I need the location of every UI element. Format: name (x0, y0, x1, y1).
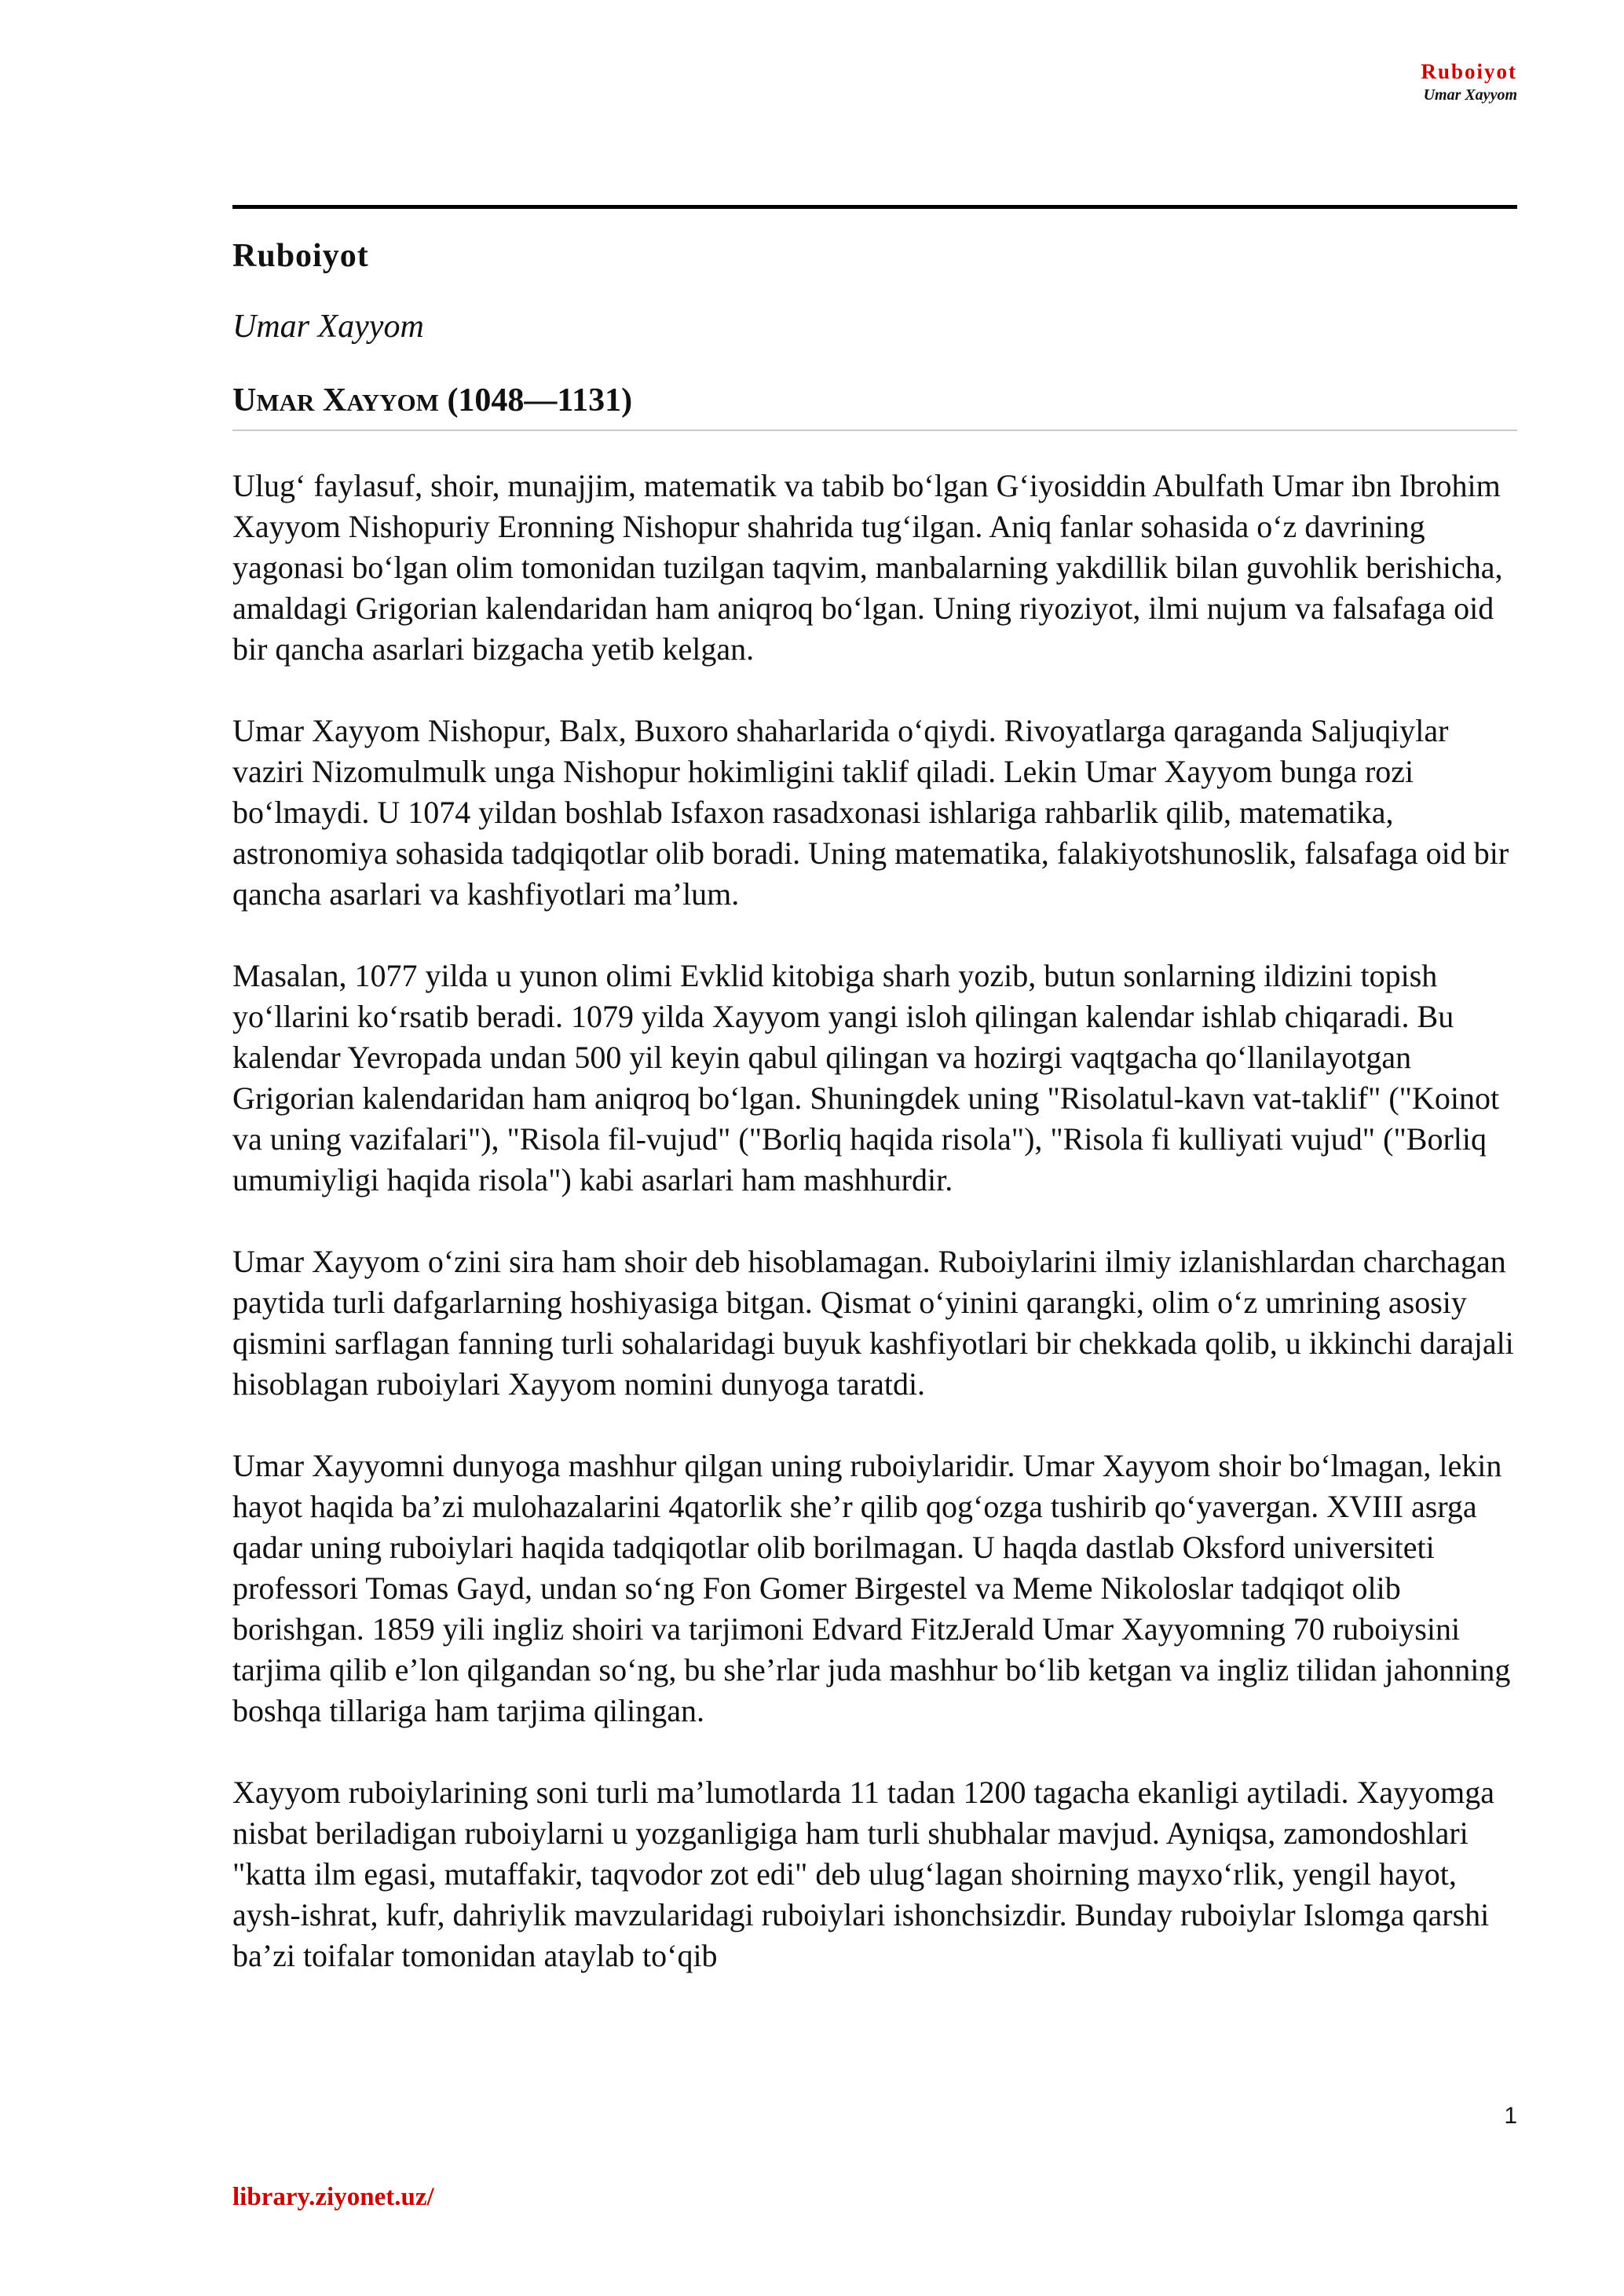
body-paragraph-3: Masalan, 1077 yilda u yunon olimi Evklid kitobiga sharh yozib, butun sonlarning ildizini topish yo‘llarini ko‘rsatib beradi. 1079 yilda Xayyom yangi isloh qilingan kalendar ishlab chiqaradi. Bu kalendar Yevropada undan 500 yil keyin qabul qilingan va hozirgi vaqtgacha qo‘llanilayotgan Grigorian kalendaridan ham aniqroq bo‘lgan. Shuningdek uning "Risolatul-kavn vat-taklif" ("Koinot va uning vazifalari"), "Risola fil-vujud" ("Borliq haqida risola"), "Risola fi kulliyati vujud" ("Borliq umumiyligi haqida risola") kabi asarlari ham mashhurdir. (232, 958, 1500, 1197)
page-body (232, 232, 1517, 1976)
heading-years: (1048—1131) (447, 382, 633, 419)
body-paragraph-1: Ulug‘ faylasuf, shoir, munajjim, matematik va tabib bo‘lgan G‘iyosiddin Abulfath Umar ibn Ibrohim Xayyom Nishopuriy Eronning Nishopur shahrida tug‘ilgan. Aniq fanlar sohasida o‘z davrining yagonasi bo‘lgan olim tomonidan tuzilgan taqvim, manbalarning yakdillik bilan guvohlik berishicha, amaldagi Grigorian kalendaridan ham aniqroq bo‘lgan. Uning riyoziyot, ilmi nujum va falsafaga oid bir qancha asarlari bizgacha yetib kelgan. (232, 468, 1503, 667)
section-heading (232, 377, 1517, 431)
running-header-title: Ruboiyot (1421, 60, 1517, 83)
header-divider (232, 205, 1517, 209)
footer-library-link[interactable]: library.ziyonet.uz/ (232, 2183, 434, 2211)
heading-initial-u: U (232, 382, 257, 419)
body-paragraph-5: Umar Xayyomni dunyoga mashhur qilgan uning ruboiylaridir. Umar Xayyom shoir bo‘lmagan, lekin hayot haqida ba’zi mulohazalarini 4qatorlik she’r qilib qog‘ozga tushirib qo‘yavergan. XVIII asrga qadar uning ruboiylari haqida tadqiqotlar olib borilmagan. U haqda dastlab Oksford universiteti professori Tomas Gayd, undan so‘ng Fon Gomer Birgestel va Meme Nikoloslar tadqiqot olib borishgan. 1859 yili ingliz shoiri va tarjimoni Edvard FitzJerald Umar Xayyomning 70 ruboiysini tarjima qilib e’lon qilgandan so‘ng, bu she’rlar juda mashhur bo‘lib ketgan va ingliz tilidan jahonning boshqa tillariga ham tarjima qilingan. (232, 1448, 1511, 1728)
heading-initial-x: X (322, 382, 347, 419)
body-paragraph-2: Umar Xayyom Nishopur, Balx, Buxoro shaharlarida o‘qiydi. Rivoyatlarga qaraganda Saljuqiylar vaziri Nizomulmulk unga Nishopur hokimligini taklif qiladi. Lekin Umar Xayyom bunga rozi bo‘lmaydi. U 1074 yildan boshlab Isfaxon rasadxonasi ishlariga rahbarlik qilib, matematika, astronomiya sohasida tadqiqotlar olib boradi. Uning matematika, falakiyotshunoslik, falsafaga oid bir qancha asarlari va kashfiyotlari ma’lum. (232, 713, 1509, 912)
body-paragraph-4: Umar Xayyom o‘zini sira ham shoir deb hisoblamagan. Ruboiylarini ilmiy izlanishlardan charchagan paytida turli dafgarlarning hoshiyasiga bitgan. Qismat o‘yinini qarangki, olim o‘z umrining asosiy qismini sarflagan fanning turli sohalaridagi buyuk kashfiyotlari bir chekkada qolib, u ikkinchi darajali hisoblagan ruboiylari Xayyom nomini dunyoga taratdi. (232, 1244, 1514, 1402)
page-number: 1 (1504, 2103, 1517, 2129)
heading-smallcaps-ayyom: AYYOM (346, 389, 439, 416)
document-title: Ruboiyot (232, 238, 369, 274)
body-paragraph-6: Xayyom ruboiylarining soni turli ma’lumotlarda 11 tadan 1200 tagacha ekanligi aytiladi. Xayyomga nisbat beriladigan ruboiylarni u yozganligiga ham turli shubhalar mavjud. Ayniqsa, zamondoshlari "katta ilm egasi, mutaffakir, taqvodor zot edi" deb ulug‘lagan shoirning mayxo‘rlik, yengil hayot, aysh-ishrat, kufr, dahriylik mavzularidagi ruboiylari ishonchsizdir. Bunday ruboiylar Islomga qarshi ba’zi toifalar tomonidan ataylab to‘qib (232, 1775, 1494, 1973)
running-header-author: Umar Xayyom (1423, 86, 1517, 104)
heading-smallcaps-mar: MAR (256, 389, 315, 416)
document-author: Umar Xayyom (232, 309, 424, 345)
running-header (1421, 58, 1517, 105)
